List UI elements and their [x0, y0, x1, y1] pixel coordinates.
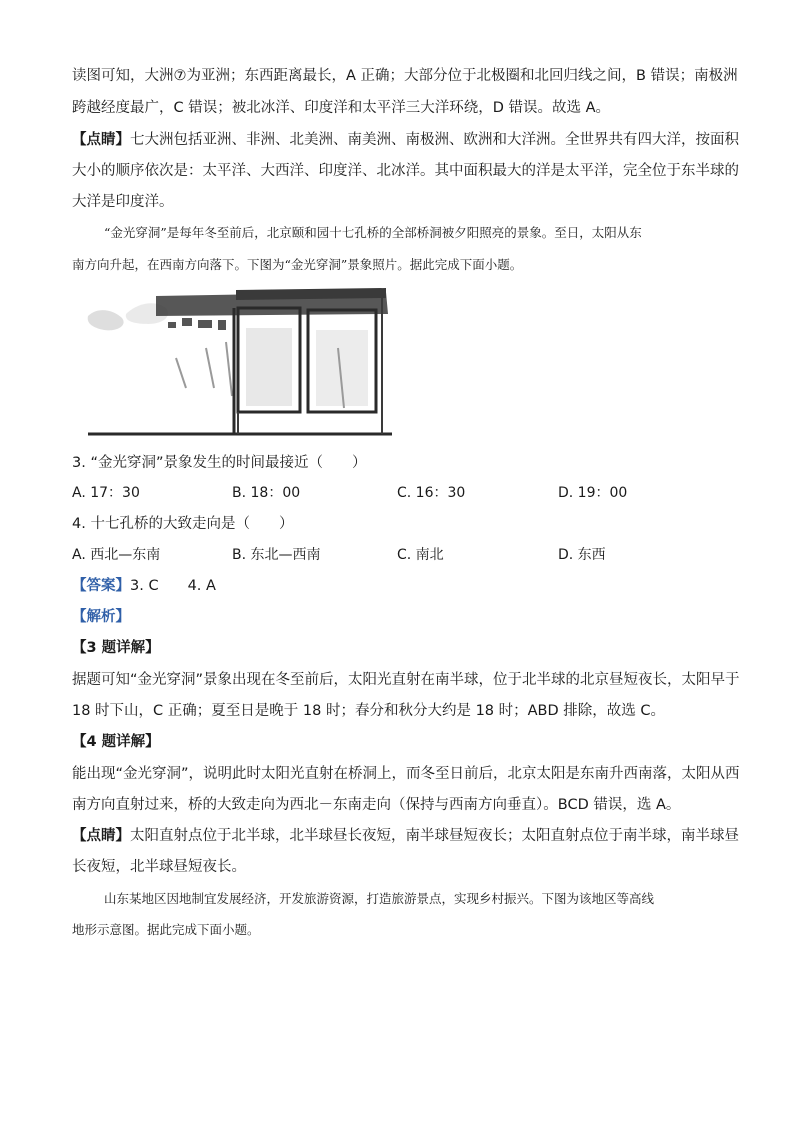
question-stem: 3. “金光穿洞”景象发生的时间最接近（ ） [72, 455, 367, 471]
text-line: 山东某地区因地制宜发展经济，开发旅游资源，打造旅游景点，实现乡村振兴。下图为该地区等高线 [104, 891, 655, 906]
option-b[interactable]: B. 18：00 [232, 485, 301, 501]
text-line: 长夜短，北半球昼短夜长。 [72, 859, 246, 875]
text-line: 南方向直射过来，桥的大致走向为西北－东南走向（保持与西南方向垂直）。BCD 错误，选 A。 [72, 797, 681, 813]
option-d[interactable]: D. 东西 [558, 547, 606, 563]
text-line: 大洋是印度洋。 [72, 194, 174, 210]
tip-label: 【点睛】 [72, 132, 130, 148]
text-line: 读图可知，大洲⑦为亚洲；东西距离最长，A 正确；大部分位于北极圈和北回归线之间，B 错误；南极洲 [72, 68, 738, 84]
golden-light-photo [86, 288, 394, 438]
text-line: 大小的顺序依次是：太平洋、大西洋、印度洋、北冰洋。其中面积最大的洋是太平洋，完全位于东半球的 [72, 163, 739, 179]
text-line: 地形示意图。据此完成下面小题。 [72, 922, 260, 937]
option-d[interactable]: D. 19：00 [558, 485, 628, 501]
tip-label: 【点睛】 [72, 828, 130, 844]
text-line: 跨越经度最广，C 错误；被北冰洋、印度洋和太平洋三大洋环绕，D 错误。故选 A。 [72, 100, 611, 116]
option-c[interactable]: C. 16：30 [397, 485, 466, 501]
option-a[interactable]: A. 西北—东南 [72, 547, 161, 563]
analysis-label: 【解析】 [72, 609, 130, 625]
text-line: “金光穿洞”是每年冬至前后，北京颐和园十七孔桥的全部桥洞被夕阳照亮的景象。至日，太阳从东 [104, 225, 642, 240]
answer-text: 3. C 4. A [130, 578, 216, 594]
answer-line [72, 576, 216, 596]
text-line: 七大洲包括亚洲、非洲、北美洲、南美洲、南极洲、欧洲和大洋洲。全世界共有四大洋，按面积 [130, 132, 739, 148]
option-a[interactable]: A. 17：30 [72, 485, 140, 501]
option-b[interactable]: B. 东北—西南 [232, 547, 321, 563]
detail-label: 【4 题详解】 [72, 734, 160, 750]
answer-label: 【答案】 [72, 578, 130, 594]
text-line: 能出现“金光穿洞”，说明此时太阳光直射在桥洞上，而冬至日前后，北京太阳是东南升西南落，太阳从西 [72, 766, 740, 782]
text-line: 18 时下山，C 正确；夏至日是晚于 18 时；春分和秋分大约是 18 时；ABD 排除，故选 C。 [72, 703, 666, 719]
question-stem: 4. 十七孔桥的大致走向是（ ） [72, 516, 294, 532]
detail-label: 【3 题详解】 [72, 640, 160, 656]
text-line: 据题可知“金光穿洞”景象出现在冬至前后，太阳光直射在南半球，位于北半球的北京昼短夜长，太阳早于 [72, 672, 740, 688]
text-line: 南方向升起，在西南方向落下。下图为“金光穿洞”景象照片。据此完成下面小题。 [72, 257, 523, 272]
text-line: 太阳直射点位于北半球，北半球昼长夜短，南半球昼短夜长；太阳直射点位于南半球，南半球昼 [130, 828, 739, 844]
option-c[interactable]: C. 南北 [397, 547, 444, 563]
